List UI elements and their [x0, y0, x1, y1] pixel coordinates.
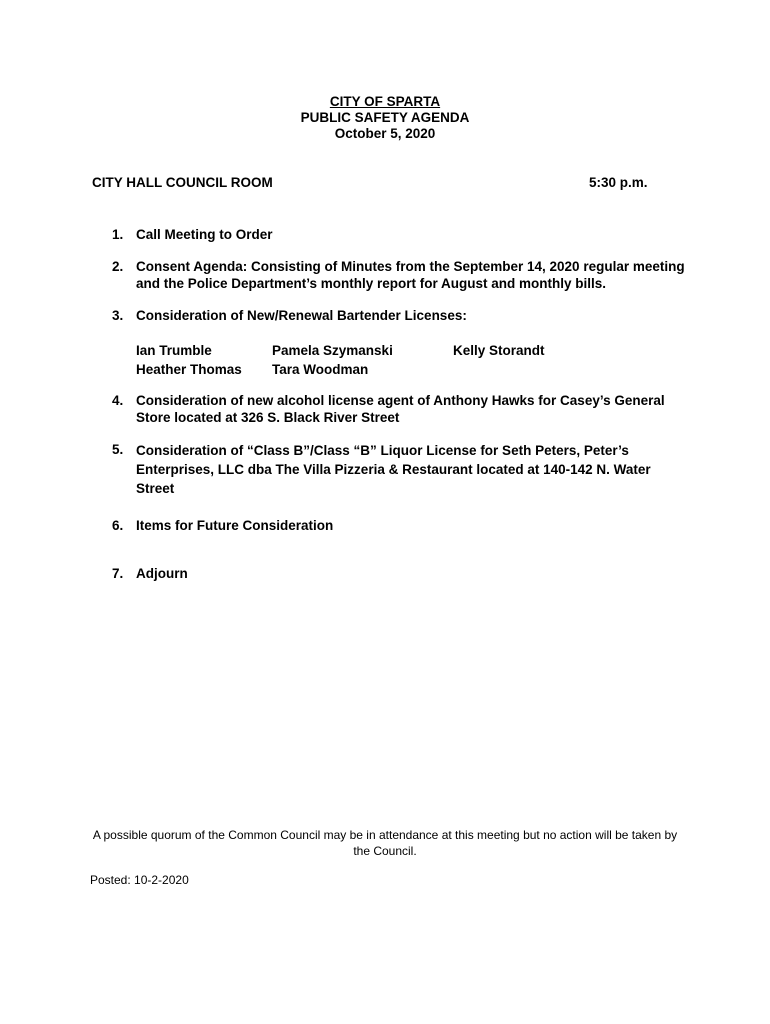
agenda-item-5: [112, 441, 692, 498]
item-text: Consideration of “Class B”/Class “B” Liquor License for Seth Peters, Peter’s Enterprises, LLC dba The Villa Pizzeria & Restaurant located at 140-142 N. Water Street: [136, 443, 651, 496]
meeting-time: 5:30 p.m.: [589, 175, 648, 190]
agenda-item-3: [112, 307, 692, 324]
item-text: Items for Future Consideration: [136, 518, 334, 533]
licensee-name: Kelly Storandt: [453, 343, 545, 358]
item-text: Consideration of new alcohol license agent of Anthony Hawks for Casey’s General Store located at 326 S. Black River Street: [136, 393, 665, 425]
item-text: Consideration of New/Renewal Bartender Licenses:: [136, 308, 467, 323]
item-number: 3.: [112, 308, 124, 323]
licensee-name: Pamela Szymanski: [272, 343, 393, 358]
licensee-name: Heather Thomas: [136, 362, 242, 377]
agenda-title: PUBLIC SAFETY AGENDA: [300, 110, 470, 125]
agenda-header: [0, 94, 770, 142]
agenda-date: October 5, 2020: [334, 126, 436, 141]
licensee-name: Ian Trumble: [136, 343, 212, 358]
agenda-item-1: [112, 226, 692, 243]
meeting-room: CITY HALL COUNCIL ROOM: [92, 175, 273, 190]
agenda-item-7: [112, 565, 692, 582]
item-text: Consent Agenda: Consisting of Minutes from the September 14, 2020 regular meeting and the Police Department’s monthly report for August and monthly bills.: [136, 259, 685, 291]
licensee-name: Tara Woodman: [272, 362, 369, 377]
item-text: Call Meeting to Order: [136, 227, 273, 242]
item-number: 4.: [112, 393, 124, 408]
item-number: 6.: [112, 518, 124, 533]
agenda-item-4: [112, 392, 692, 426]
item-number: 7.: [112, 566, 124, 581]
item-number: 1.: [112, 227, 124, 242]
item-number: 5.: [112, 442, 124, 457]
city-name: CITY OF SPARTA: [329, 94, 441, 109]
meeting-location-line: [92, 175, 652, 191]
agenda-item-2: [112, 258, 692, 292]
agenda-item-6: [112, 517, 692, 534]
quorum-notice: A possible quorum of the Common Council may be in attendance at this meeting but no action will be taken by the Council.: [92, 828, 678, 858]
posted-date: Posted: 10-2-2020: [90, 873, 189, 887]
item-number: 2.: [112, 259, 124, 274]
item-text: Adjourn: [136, 566, 188, 581]
